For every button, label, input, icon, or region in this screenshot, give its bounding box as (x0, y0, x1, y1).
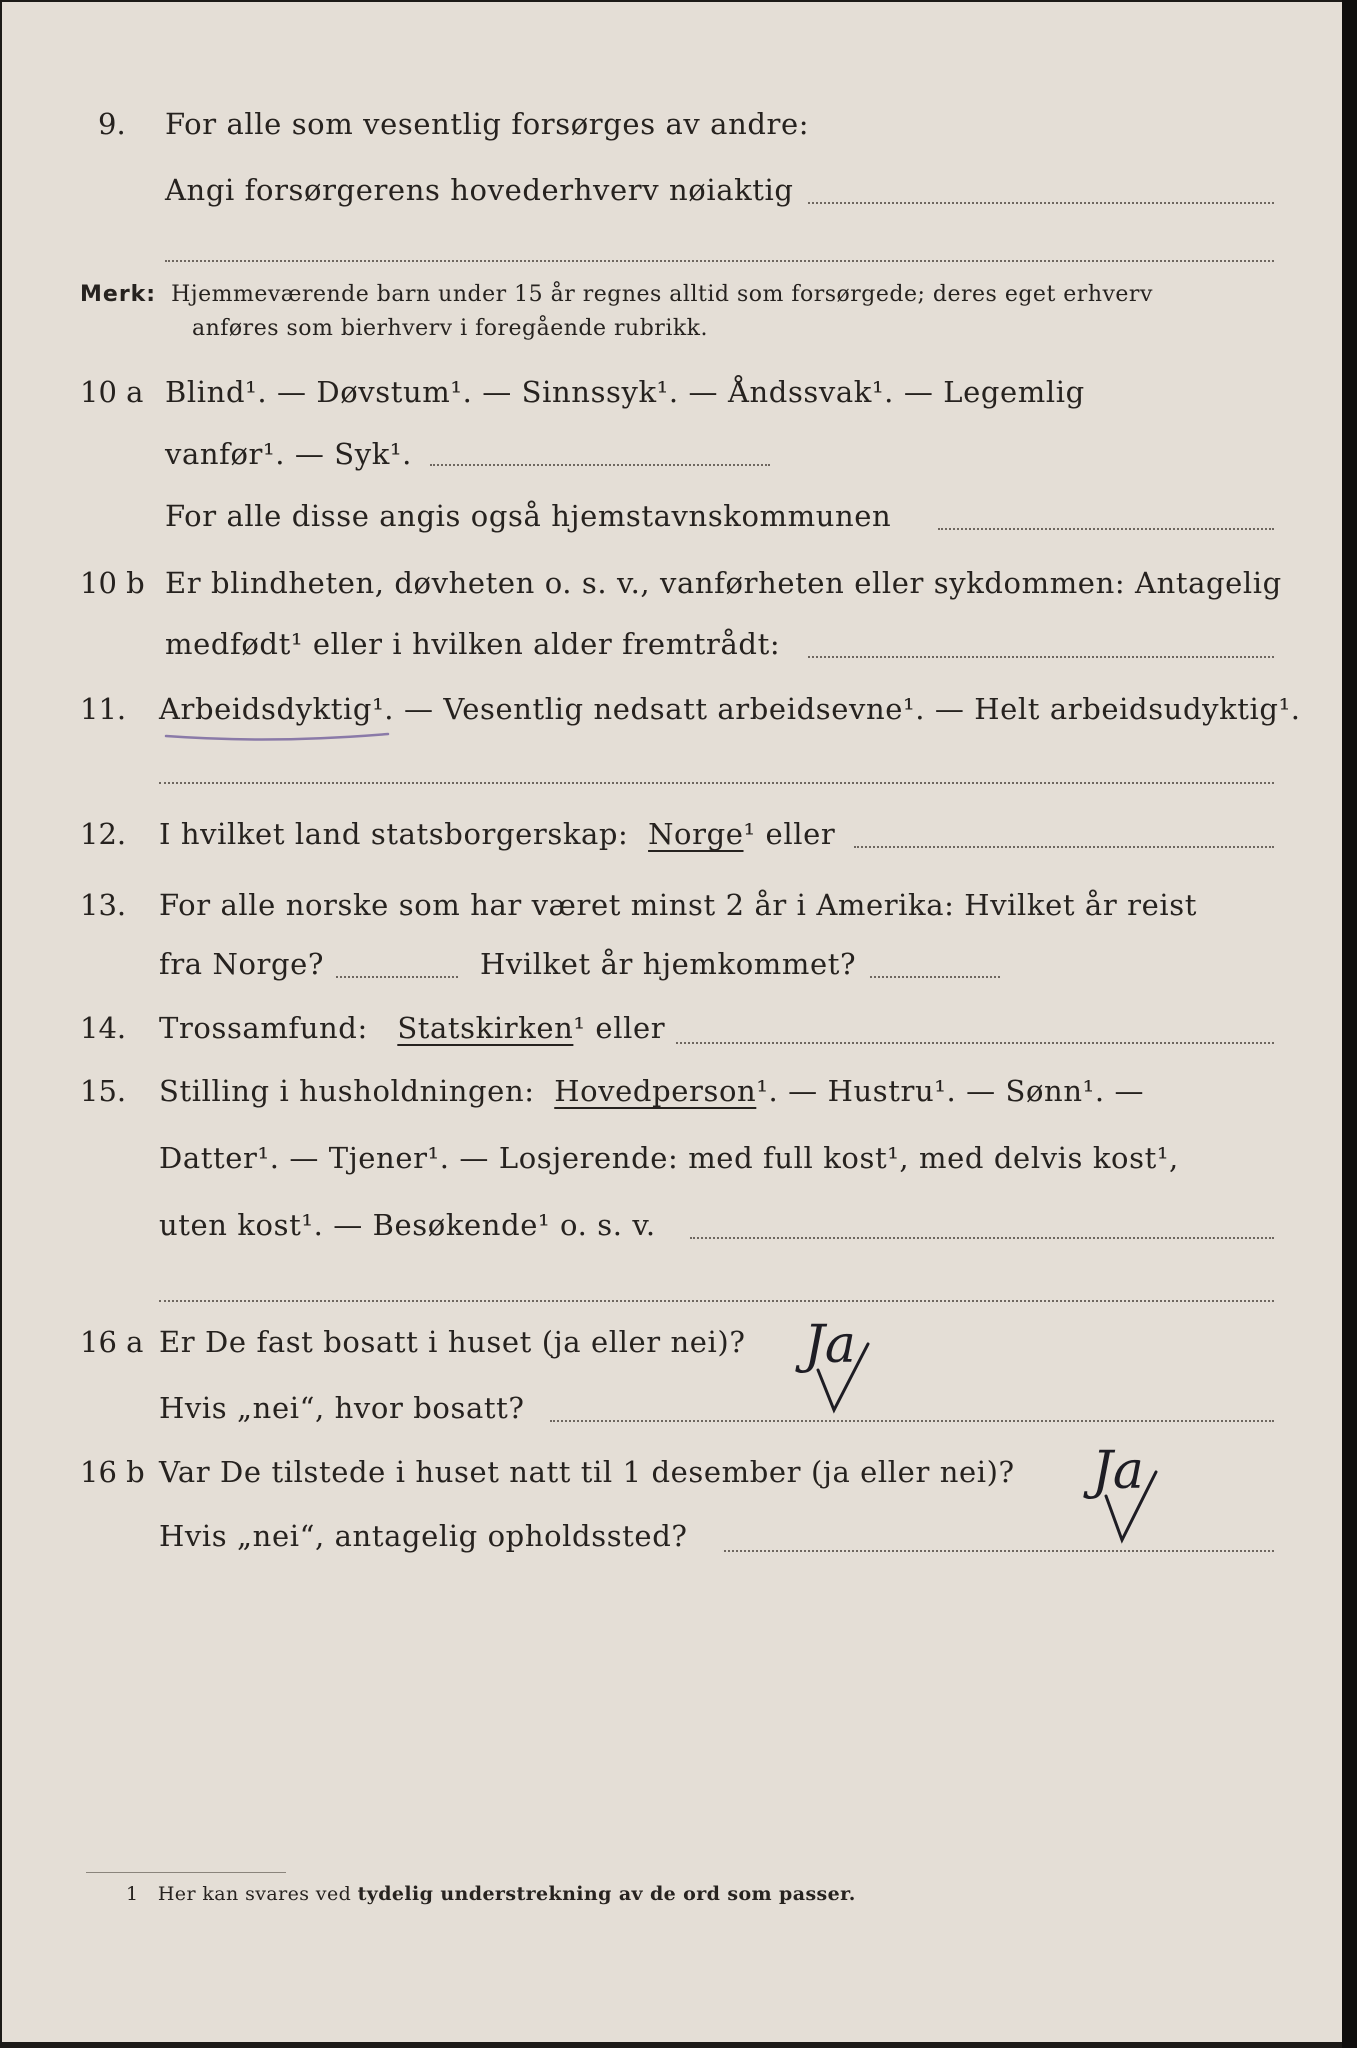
q15-line1 (159, 1073, 1144, 1109)
q10b-line1: Er blindheten, døvheten o. s. v., vanførheten eller sykdommen: Antagelig (165, 566, 1282, 600)
q16b-handwritten-answer (1082, 1440, 1282, 1550)
q16b-answer-text: Ja (1092, 1441, 1144, 1501)
merk-note-line1 (80, 280, 1153, 310)
q9-number: 9. (98, 107, 126, 141)
q15-option-hovedperson[interactable]: Hovedperson (554, 1074, 757, 1108)
q12-line (159, 816, 835, 852)
q11-rest: ¹. — Vesentlig nedsatt arbeidsevne¹. — Helt arbeidsudyktig¹. (372, 692, 1301, 726)
q12-pre: I hvilket land statsborgerskap: (159, 817, 629, 851)
q15-number: 15. (80, 1074, 127, 1108)
q10a-line3: For alle disse angis også hjemstavnskommunen (165, 499, 892, 533)
q13-line1: For alle norske som har været minst 2 år i Amerika: Hvilket år reist (159, 888, 1197, 922)
scan-dark-edge (1342, 0, 1357, 2048)
q16a-answer-text: Ja (804, 1315, 856, 1375)
q16b-line1: Var De tilstede i huset natt til 1 desember (ja eller nei)? (159, 1455, 1015, 1489)
q14-option-statskirken[interactable]: Statskirken (397, 1011, 574, 1045)
footnote-text-bold: tydelig understrekning av de ord som passer. (357, 1883, 856, 1905)
q11-option-arbeidsdyktig[interactable]: Arbeidsdyktig (159, 692, 373, 726)
q14-line (159, 1010, 665, 1046)
q16b-line2: Hvis „nei“, antagelig opholdssted? (159, 1519, 688, 1553)
merk-text-line1: Hjemmeværende barn under 15 år regnes alltid som forsørgede; deres eget erhverv (171, 282, 1153, 307)
q14-number: 14. (80, 1011, 127, 1045)
q12-option-norge[interactable]: Norge (648, 817, 744, 851)
q14-pre: Trossamfund: (159, 1011, 368, 1045)
q10a-kommune-field[interactable] (938, 528, 1274, 530)
q10a-number: 10 a (80, 375, 144, 409)
q16b-location-field[interactable] (724, 1550, 1274, 1552)
q15-line2: Datter¹. — Tjener¹. — Losjerende: med full kost¹, med delvis kost¹, (159, 1141, 1179, 1175)
q10b-age-field[interactable] (808, 656, 1274, 658)
q15-line1-rest: ¹. — Hustru¹. — Sønn¹. — (756, 1074, 1145, 1108)
q14-post: ¹ eller (573, 1011, 666, 1045)
q15-pre: Stilling i husholdningen: (159, 1074, 535, 1108)
q11-number: 11. (80, 692, 127, 726)
merk-label: Merk: (80, 282, 157, 307)
q12-number: 12. (80, 817, 127, 851)
q12-post: ¹ eller (743, 817, 836, 851)
merk-text-line2: anføres som bierhverv i foregående rubrikk. (192, 316, 709, 341)
q11-extra-field[interactable] (159, 782, 1274, 784)
q9-answer-field[interactable] (808, 202, 1274, 204)
q12-country-field[interactable] (854, 846, 1274, 848)
q10a-line2: vanfør¹. — Syk¹. (165, 437, 412, 471)
q9-extra-field[interactable] (165, 260, 1274, 262)
q13-line2b: Hvilket år hjemkommet? (480, 947, 857, 981)
q14-faith-field[interactable] (676, 1042, 1274, 1044)
q16a-line2: Hvis „nei“, hvor bosatt? (159, 1391, 525, 1425)
q13-departure-field[interactable] (336, 976, 458, 978)
q11-line (159, 691, 1301, 727)
q9-line2: Angi forsørgerens hovederhverv nøiaktig (165, 173, 794, 207)
q16b-number: 16 b (80, 1455, 145, 1489)
footnote-mark: 1 (126, 1883, 139, 1905)
q9-line1: For alle som vesentlig forsørges av andre: (165, 107, 810, 141)
q15-line3: uten kost¹. — Besøkende¹ o. s. v. (159, 1208, 656, 1242)
footnote-rule (86, 1872, 286, 1873)
footnote (126, 1882, 856, 1906)
q10b-line2: medfødt¹ eller i hvilken alder fremtrådt: (165, 627, 781, 661)
q16a-line1: Er De fast bosatt i huset (ja eller nei)? (159, 1325, 746, 1359)
q15-extra-field[interactable] (159, 1300, 1274, 1302)
q16a-handwritten-answer (794, 1312, 1004, 1422)
footnote-text-plain: Her kan svares ved (157, 1883, 352, 1905)
pencil-underline-arbeidsdyktig (162, 726, 392, 746)
q13-number: 13. (80, 888, 127, 922)
q10a-syk-field[interactable] (430, 464, 770, 466)
q16a-number: 16 a (80, 1325, 144, 1359)
form-page (2, 2, 1342, 2042)
q10a-line1: Blind¹. — Døvstum¹. — Sinnssyk¹. — Åndssvak¹. — Legemlig (165, 375, 1085, 409)
q13-line2a: fra Norge? (159, 947, 325, 981)
q13-return-field[interactable] (870, 976, 1000, 978)
q10b-number: 10 b (80, 566, 145, 600)
q15-position-field[interactable] (690, 1237, 1274, 1239)
